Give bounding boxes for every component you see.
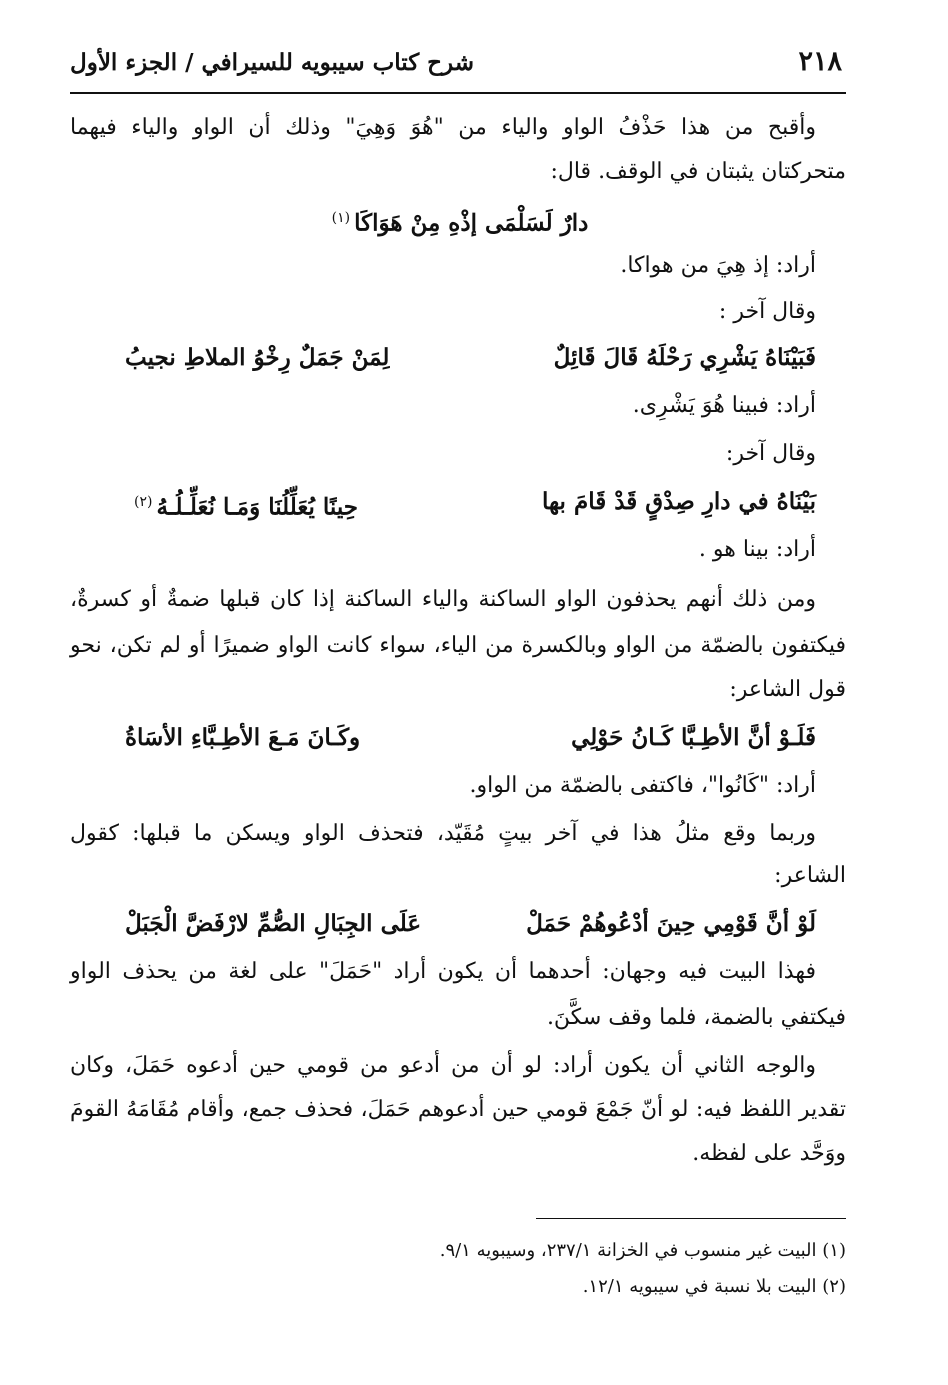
text-line: فيكتفون بالضمّة من الواو وبالكسرة من الياء، سواء كانت الواو ضميرًا أو لم تكن، نحو (70, 633, 846, 658)
text-line: ومن ذلك أنهم يحذفون الواو الساكنة والياء الساكنة إذا كان قبلها ضمةٌ أو كسرةٌ، (70, 587, 816, 612)
text-line: وربما وقع مثلُ هذا في آخر بيتٍ مُقَيّد، فتحذف الواو ويسكن ما قبلها: كقول (70, 821, 816, 846)
footnote-separator (536, 1218, 846, 1219)
footnote-marker: (١) (331, 210, 351, 226)
running-title: شرح كتاب سيبويه للسيرافي / الجزء الأول (70, 49, 474, 76)
verse-hemistich-second: وكَـانَ مَـعَ الأطِـبَّاءِ الأسَاةُ (125, 724, 361, 751)
text-line: تقدير اللفظ فيه: لو أنّ جَمْعَ قومي حين أدعوهم حَمَلَ، فحذف جمع، وأقام مُقَامَهُ القومَ (70, 1097, 846, 1122)
text-line: والوجه الثاني أن يكون أراد: لو أن من أدعو من قومي حين أدعوه حَمَلَ، وكان (70, 1053, 816, 1078)
verse-line (70, 902, 846, 946)
text-line: فيكتفي بالضمة، فلما وقف سكَّنَ. (546, 1005, 846, 1030)
page-number: ٢١٨ (798, 46, 842, 77)
text-line: الشاعر: (774, 863, 846, 888)
verse-line (70, 336, 846, 380)
verse-text: دارٌ لَسَلْمَى إذْهِ مِنْ هَوَاكَا (354, 209, 589, 237)
text-line: أراد: "كَانُوا"، فاكتفى بالضمّة من الواو. (469, 773, 816, 798)
footnote: (٢) البيت بلا نسبة في سيبويه ١٢/١. (582, 1276, 846, 1297)
verse-line (70, 716, 846, 760)
footnote-marker: (٢) (134, 494, 153, 510)
verse-line (70, 480, 846, 524)
verse-hemistich-first: فَلَـوْ أنَّ الأطِـبَّا كَـانُ حَوْلِي (571, 724, 816, 751)
verse-hemistich-first: فَبَيْنَاهُ يَشْرِي رَحْلَهُ قَالَ قَائِلٌ (553, 344, 816, 371)
text-line: أراد: بينا هو . (698, 537, 816, 562)
text-line: أراد: فبينا هُوَ يَشْرِى. (632, 393, 816, 418)
footnote: (١) البيت غير منسوب في الخزانة ٢٣٧/١، وسيبويه ٩/١. (439, 1240, 846, 1261)
text-line: قول الشاعر: (729, 677, 846, 702)
text-line: ووَحَّد على لفظه. (692, 1141, 846, 1166)
verse-hemistich-first: لَوْ أنَّ قَوْمِي حِينَ أدْعُوهُمْ حَمَلْ (526, 910, 816, 937)
text-line: وقال آخر: (725, 441, 816, 466)
page-header (70, 40, 846, 94)
text-line: متحركتان يثبتان في الوقف. قال: (550, 159, 846, 184)
text-line: أراد: إذ هِيَ من هواكا. (620, 253, 816, 278)
text-line: فهذا البيت فيه وجهان: أحدهما أن يكون أراد "حَمَلَ" على لغة من يحذف الواو (70, 959, 817, 984)
verse-hemistich-first: بَيْنَاهُ في دارِ صِدْقٍ قَدْ قَامَ بها (541, 488, 816, 515)
verse-line (70, 198, 846, 238)
verse-hemistich-second: لِمَنْ جَمَلٌ رِخْوُ الملاطِ نجيبُ (125, 344, 390, 371)
book-page (70, 40, 846, 1370)
text-line: وأقبح من هذا حَذْفُ الواو والياء من "هُوَ وَهِيَ" وذلك أن الواو والياء فيهما (70, 115, 816, 140)
verse-text: حِينًا يُعَلِّلُنَا وَمَـا نُعَلِّـلُـهُ (156, 493, 358, 521)
verse-hemistich-second: عَلَى الجِبَالِ الصُّمِّ لارْفَضَّ الْجَبَلْ (125, 910, 422, 937)
verse-hemistich-second (130, 480, 358, 530)
text-line: وقال آخر : (718, 299, 816, 324)
